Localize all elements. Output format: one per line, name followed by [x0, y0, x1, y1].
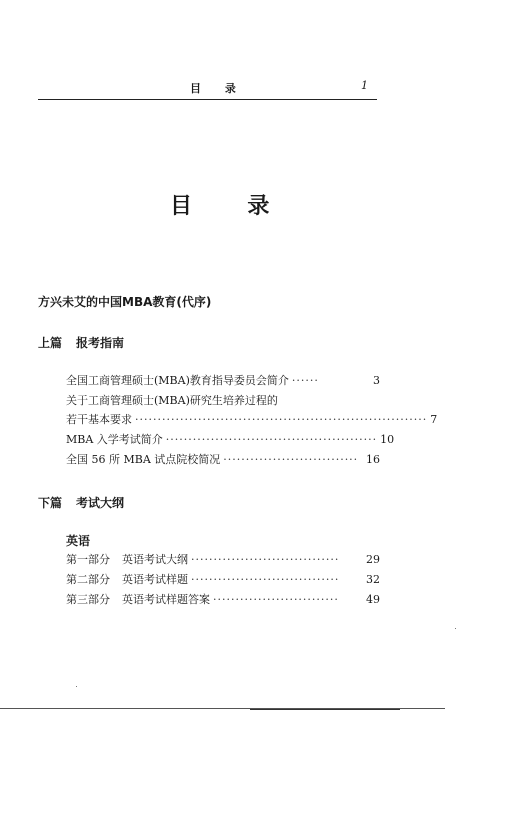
toc-leader-dots: ···························· [213, 593, 339, 606]
toc-leader-dots: ································· [191, 553, 340, 566]
scan-speck [76, 686, 77, 687]
toc-entry [66, 413, 438, 427]
toc-entry-text: 全国工商管理硕士(MBA)教育指导委员会简介 [66, 374, 289, 387]
toc-entry-part: 第三部分 [66, 593, 110, 606]
part2-title: 考试大纲 [76, 496, 125, 510]
toc-entry [66, 553, 380, 567]
toc-entry-page: 32 [366, 573, 380, 586]
toc-entry-text: 若干基本要求 [66, 413, 132, 426]
toc-entry-page: 16 [366, 453, 380, 466]
toc-entry-text: 英语考试大纲 [122, 553, 188, 566]
scan-edge-line [250, 709, 400, 710]
toc-entry-text: 全国 56 所 MBA 试点院校简况 [66, 453, 221, 466]
preface-entry: 方兴未艾的中国MBA教育(代序) [38, 295, 212, 309]
toc-leader-dots: ································································· [135, 413, 428, 426]
toc-entry-page: 10 [380, 433, 395, 446]
toc-leader-dots: ··············································· [165, 433, 378, 446]
part2-heading [38, 494, 124, 511]
part1-heading [38, 334, 124, 351]
page-title [170, 189, 269, 220]
toc-leader-dots: ······························ [223, 453, 359, 466]
toc-entry [66, 433, 395, 447]
toc-entry [66, 573, 380, 587]
section-heading-english: 英语 [66, 534, 91, 548]
page-title-char-1: 目 [170, 194, 193, 219]
toc-entry-text: MBA 入学考试简介 [66, 433, 163, 446]
scan-speck [455, 628, 456, 629]
toc-entry [66, 593, 380, 607]
toc-entry-page: 29 [366, 553, 380, 566]
toc-entry-part: 第一部分 [66, 553, 110, 566]
toc-entry [66, 453, 380, 467]
toc-entry-text: 关于工商管理硕士(MBA)研究生培养过程的 [66, 394, 278, 407]
page-title-char-2: 录 [247, 194, 270, 219]
part1-title: 报考指南 [76, 336, 125, 350]
toc-leader-dots: ································· [191, 573, 340, 586]
part2-label: 下篇 [38, 496, 63, 510]
toc-entry-text: 英语考试样题 [122, 573, 188, 586]
toc-entry-page: 7 [430, 413, 438, 426]
toc-entry-text: 英语考试样题答案 [122, 593, 210, 606]
running-header-title: 目 录 [190, 82, 246, 95]
part1-label: 上篇 [38, 336, 63, 350]
toc-entry-page: 3 [373, 374, 380, 387]
header-rule [38, 99, 377, 100]
toc-entry-page: 49 [366, 593, 380, 606]
running-header-page-number: 1 [361, 79, 368, 92]
toc-leader-dots: ······ [291, 374, 319, 387]
toc-entry [66, 374, 380, 388]
toc-entry-part: 第二部分 [66, 573, 110, 586]
